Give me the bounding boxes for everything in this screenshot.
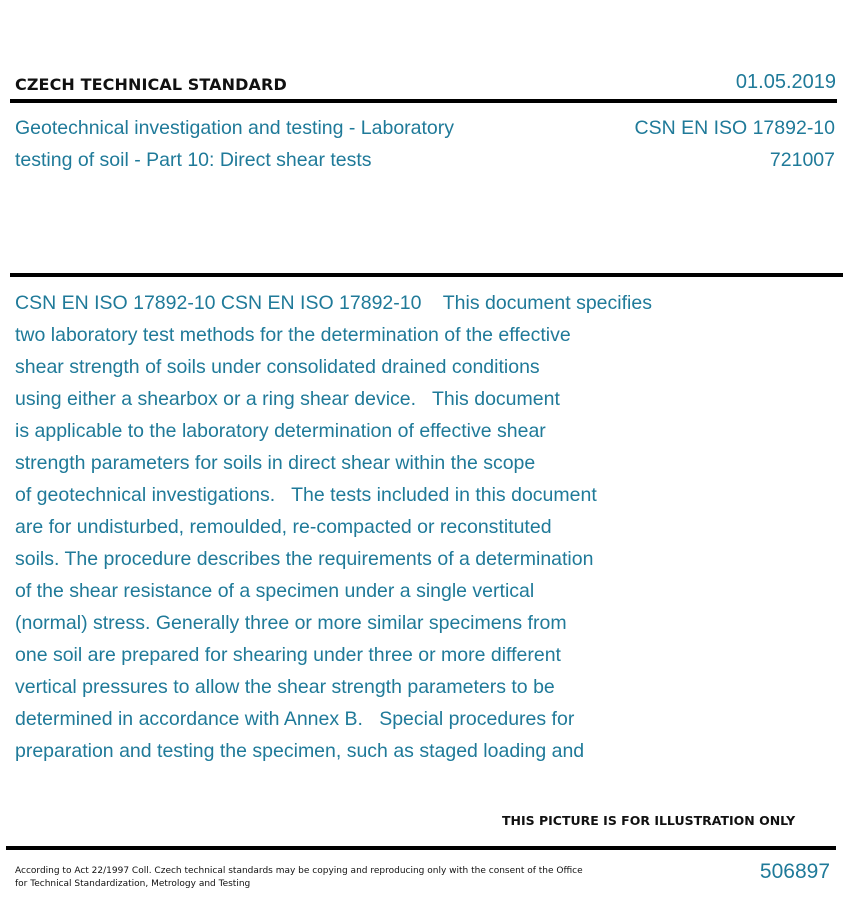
abstract-line: soils. The procedure describes the requirements of a determination xyxy=(15,548,594,570)
footer-divider xyxy=(6,846,836,850)
title-divider xyxy=(10,273,843,277)
illustration-disclaimer: THIS PICTURE IS FOR ILLUSTRATION ONLY xyxy=(502,813,796,828)
abstract-line: of geotechnical investigations. The tests included in this document xyxy=(15,484,597,506)
abstract-line: vertical pressures to allow the shear strength parameters to be xyxy=(15,676,555,698)
abstract-line: shear strength of soils under consolidated drained conditions xyxy=(15,356,540,378)
abstract-line: using either a shearbox or a ring shear device. This document xyxy=(15,388,560,410)
standard-title-line-2: testing of soil - Part 10: Direct shear tests xyxy=(15,149,372,171)
classification-code: 721007 xyxy=(769,149,835,171)
header-divider xyxy=(10,99,837,103)
copyright-notice xyxy=(15,865,583,890)
standard-title-line-1: Geotechnical investigation and testing - Laboratory xyxy=(15,117,455,139)
abstract-line: strength parameters for soils in direct shear within the scope xyxy=(15,452,536,474)
abstract-line: of the shear resistance of a specimen under a single vertical xyxy=(15,580,535,602)
abstract-text xyxy=(15,287,735,767)
standard-designation: CSN EN ISO 17892-10 xyxy=(634,117,835,139)
copyright-line: for Technical Standardization, Metrology and Testing xyxy=(15,878,251,889)
publication-date: 01.05.2019 xyxy=(735,71,836,93)
abstract-line: CSN EN ISO 17892-10 CSN EN ISO 17892-10 This document specifies xyxy=(15,292,652,314)
catalog-number: 506897 xyxy=(759,860,830,883)
document-type-label: CZECH TECHNICAL STANDARD xyxy=(15,75,287,94)
abstract-line: determined in accordance with Annex B. Special procedures for xyxy=(15,708,575,730)
copyright-line: According to Act 22/1997 Coll. Czech technical standards may be copying and reproducing only with the consent of the Office xyxy=(15,866,583,876)
abstract-line: (normal) stress. Generally three or more similar specimens from xyxy=(15,612,567,634)
abstract-line: one soil are prepared for shearing under three or more different xyxy=(15,644,561,666)
abstract-line: are for undisturbed, remoulded, re-compacted or reconstituted xyxy=(15,516,552,538)
abstract-line: is applicable to the laboratory determination of effective shear xyxy=(15,420,546,442)
abstract-line: preparation and testing the specimen, such as staged loading and xyxy=(15,740,585,762)
abstract-line: two laboratory test methods for the determination of the effective xyxy=(15,324,571,346)
